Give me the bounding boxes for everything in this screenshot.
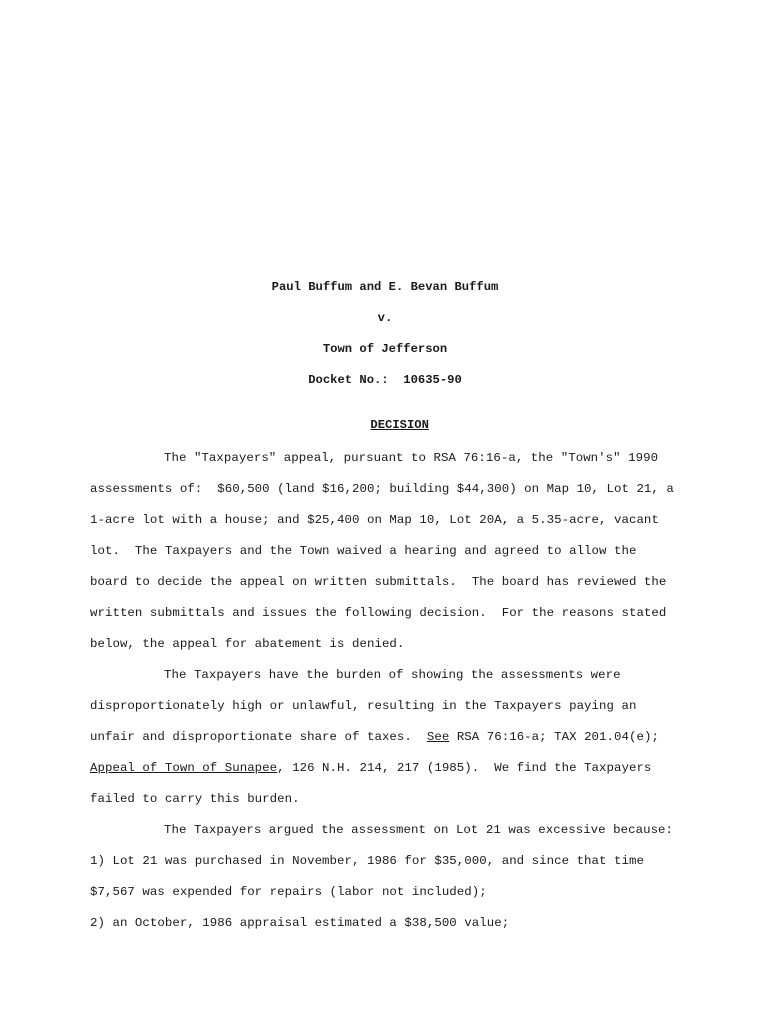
decision-heading: DECISION [370, 418, 429, 432]
petitioners-caption: Paul Buffum and E. Bevan Buffum [271, 280, 499, 294]
paragraph-line: written submittals and issues the following decision. For the reasons stated [90, 606, 667, 620]
paragraph-line: 1-acre lot with a house; and $25,400 on Map 10, Lot 20A, a 5.35-acre, vacant [90, 513, 659, 527]
paragraph-line: below, the appeal for abatement is denied. [90, 637, 405, 651]
list-item: 1) Lot 21 was purchased in November, 1986 for $35,000, and since that time [90, 854, 644, 868]
line-text: RSA 76:16-a; TAX 201.04(e); [449, 730, 659, 744]
paragraph-line: The "Taxpayers" appeal, pursuant to RSA 76:16-a, the "Town's" 1990 [164, 451, 659, 465]
versus-caption: v. [377, 311, 393, 325]
line-text: , 126 N.H. 214, 217 (1985). We find the Taxpayers [277, 761, 652, 775]
list-item-continued: $7,567 was expended for repairs (labor not included); [90, 885, 487, 899]
paragraph-line: failed to carry this burden. [90, 792, 300, 806]
paragraph-line: The Taxpayers have the burden of showing the assessments were [164, 668, 621, 682]
paragraph-line [90, 761, 651, 775]
paragraph-line: assessments of: $60,500 (land $16,200; building $44,300) on Map 10, Lot 21, a [90, 482, 674, 496]
respondent-caption: Town of Jefferson [322, 342, 448, 356]
paragraph-line: disproportionately high or unlawful, resulting in the Taxpayers paying an [90, 699, 637, 713]
list-item: 2) an October, 1986 appraisal estimated a $38,500 value; [90, 916, 510, 930]
see-citation-signal: See [426, 730, 450, 744]
line-text: unfair and disproportionate share of taxes. [90, 730, 427, 744]
paragraph-line [90, 730, 659, 744]
docket-number: Docket No.: 10635-90 [308, 373, 462, 387]
paragraph-line: The Taxpayers argued the assessment on Lot 21 was excessive because: [164, 823, 674, 837]
paragraph-line: lot. The Taxpayers and the Town waived a hearing and agreed to allow the [90, 544, 637, 558]
paragraph-line: board to decide the appeal on written submittals. The board has reviewed the [90, 575, 667, 589]
decision-heading-wrap [0, 404, 770, 446]
case-citation: Appeal of Town of Sunapee [90, 761, 278, 775]
